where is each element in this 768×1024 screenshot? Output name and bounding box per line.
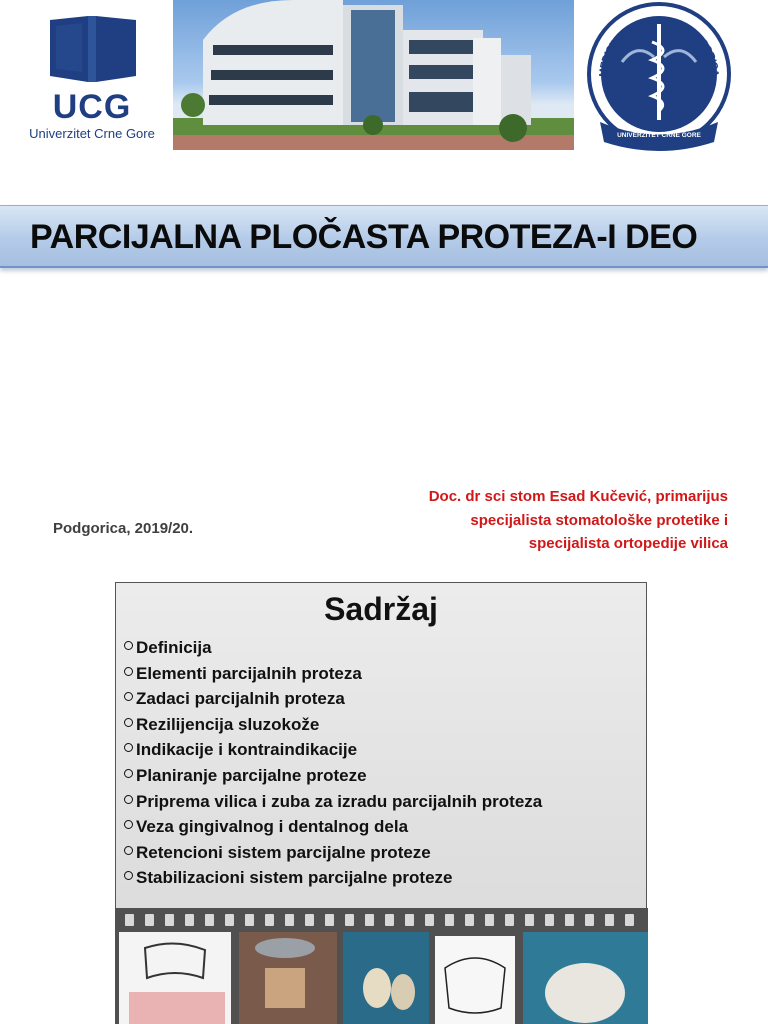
bullet-circle-icon	[124, 846, 133, 855]
list-item: Stabilizacioni sistem parcijalne proteze	[124, 865, 542, 891]
faculty-seal	[582, 2, 736, 152]
bullet-circle-icon	[124, 795, 133, 804]
list-item: Elementi parcijalnih proteza	[124, 661, 542, 687]
university-logo	[16, 8, 168, 140]
seal-ring-text-bottom: UNIVERZITET CRNE GORE	[617, 132, 701, 139]
bullet-circle-icon	[124, 718, 133, 727]
list-item: Definicija	[124, 635, 542, 661]
author-line: specijalista stomatološke protetike i	[470, 511, 728, 529]
bullet-circle-icon	[124, 820, 133, 829]
list-item: Veza gingivalnog i dentalnog dela	[124, 814, 542, 840]
open-book-icon	[48, 12, 138, 88]
film-strip-images	[115, 908, 648, 1024]
list-item: Zadaci parcijalnih proteza	[124, 686, 542, 712]
list-item: Priprema vilica i zuba za izradu parcijalnih proteza	[124, 789, 542, 815]
bullet-circle-icon	[124, 769, 133, 778]
seal-ring-text-top: MEDICINSKI FAKULTET PODGORICA	[597, 15, 721, 78]
bullet-circle-icon	[124, 692, 133, 701]
title-banner	[0, 205, 768, 268]
contents-panel	[115, 582, 647, 912]
contents-list	[124, 635, 542, 891]
bullet-circle-icon	[124, 667, 133, 676]
bullet-circle-icon	[124, 743, 133, 752]
author-line: Doc. dr sci stom Esad Kučević, primarijus	[428, 488, 728, 505]
author-line: specijalista ortopedije vilica	[528, 535, 728, 552]
bullet-circle-icon	[124, 641, 133, 650]
bullet-circle-icon	[124, 871, 133, 880]
university-abbreviation: UCG	[52, 88, 132, 126]
list-item: Indikacije i kontraindikacije	[124, 737, 542, 763]
author-block	[429, 485, 728, 556]
faculty-building-photo	[173, 0, 574, 150]
list-item: Rezilijencija sluzokože	[124, 712, 542, 738]
university-name: Univerzitet Crne Gore	[29, 126, 155, 141]
contents-heading: Sadržaj	[324, 591, 438, 627]
list-item: Planiranje parcijalne proteze	[124, 763, 542, 789]
presentation-title: PARCIJALNA PLOČASTA PROTEZA-I DEO	[30, 218, 698, 256]
list-item: Retencioni sistem parcijalne proteze	[124, 840, 542, 866]
place-date: Podgorica, 2019/20.	[53, 520, 194, 537]
